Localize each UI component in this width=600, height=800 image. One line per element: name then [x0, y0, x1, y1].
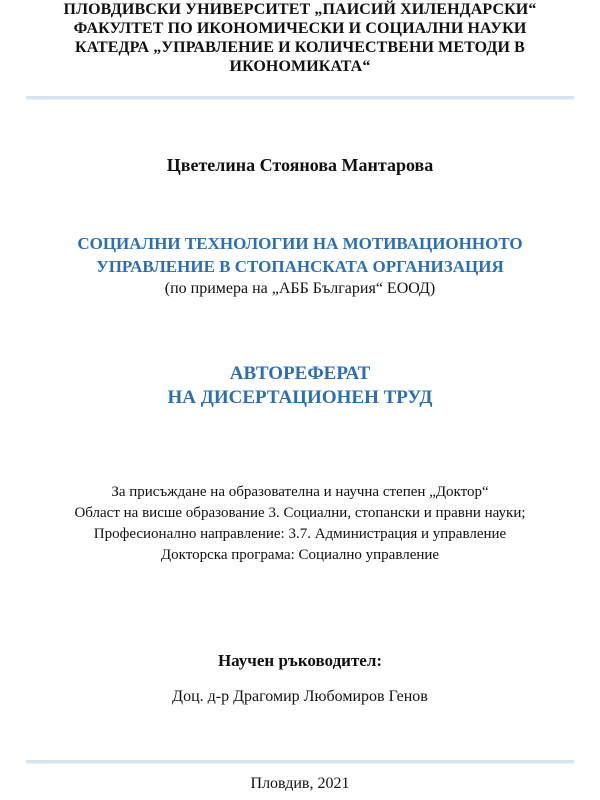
- doc-type-line-2: НА ДИСЕРТАЦИОНЕН ТРУД: [167, 387, 433, 408]
- author-name: Цветелина Стоянова Мантарова: [166, 155, 434, 175]
- bottom-divider: [26, 760, 574, 764]
- title-line-2: УПРАВЛЕНИЕ В СТОПАНСКАТА ОРГАНИЗАЦИЯ: [96, 257, 504, 276]
- header-line-department-cont: ИКОНОМИКАТА“: [229, 58, 371, 75]
- top-divider: [26, 96, 574, 100]
- dissertation-title: [0, 232, 600, 299]
- detail-program: Докторска програма: Социално управление: [160, 547, 440, 563]
- header-line-faculty: ФАКУЛТЕТ ПО ИКОНОМИЧЕСКИ И СОЦИАЛНИ НАУКИ: [73, 20, 527, 37]
- header-line-department: КАТЕДРА „УПРАВЛЕНИЕ И КОЛИЧЕСТВЕНИ МЕТОДИ В: [75, 39, 525, 56]
- supervisor-name: Доц. д-р Драгомир Любомиров Генов: [172, 688, 428, 705]
- institution-header: [0, 0, 600, 76]
- supervisor-label: Научен ръководител:: [217, 651, 383, 670]
- header-line-university: ПЛОВДИВСКИ УНИВЕРСИТЕТ „ПАИСИЙ ХИЛЕНДАРСКИ“: [63, 1, 537, 18]
- detail-field: Област на висше образование 3. Социални, стопански и правни науки;: [74, 505, 526, 521]
- doc-type-line-1: АВТОРЕФЕРАТ: [229, 363, 371, 384]
- supervisor-block: [0, 650, 600, 707]
- place-and-year: Пловдив, 2021: [250, 775, 350, 792]
- document-type: [0, 362, 600, 410]
- detail-direction: Професионално направление: 3.7. Администрация и управление: [93, 526, 507, 542]
- degree-details: [0, 482, 600, 566]
- detail-degree: За присъждане на образователна и научна степен „Доктор“: [111, 484, 489, 500]
- title-line-1: СОЦИАЛНИ ТЕХНОЛОГИИ НА МОТИВАЦИОННОТО: [77, 234, 523, 253]
- title-subtitle: (по примера на „АББ България“ ЕООД): [164, 280, 436, 297]
